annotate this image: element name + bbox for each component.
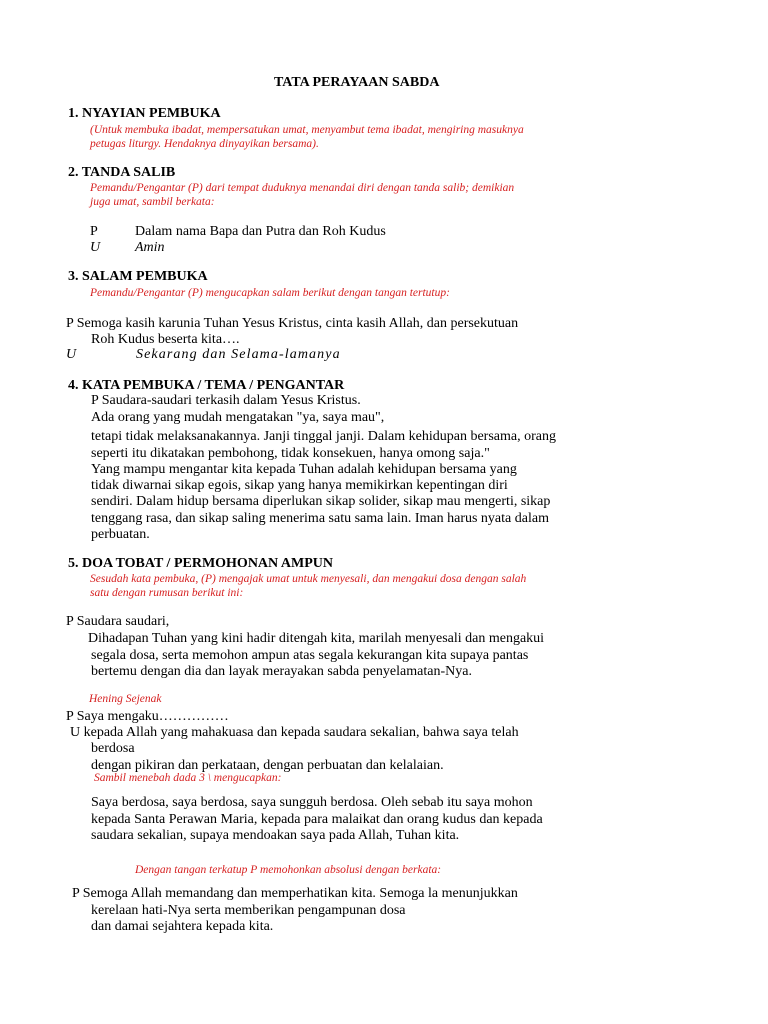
section-3-u-text: Sekarang dan Selama-lamanya <box>136 347 341 362</box>
section-3-p-line-2: Roh Kudus beserta kita…. <box>91 332 240 347</box>
section-3-note: Pemandu/Pengantar (P) mengucapkan salam berikut dengan tangan tertutup: <box>90 287 450 299</box>
section-4-line: seperti itu dikatakan pembohong, tidak konsekuen, hanya omong saja." <box>91 446 490 461</box>
section-5-p1-line: segala dosa, serta memohon ampun atas segala kekurangan kita supaya pantas <box>91 648 529 663</box>
section-5-note-line-1: Sesudah kata pembuka, (P) mengajak umat untuk menyesali, dan mengakui dosa dengan salah <box>90 573 527 585</box>
section-4-line: Yang mampu mengantar kita kepada Tuhan adalah kehidupan bersama yang <box>91 462 517 477</box>
section-1-note-line-1: (Untuk membuka ibadat, mempersatukan umat, menyambut tema ibadat, mengiring masuknya <box>90 124 524 136</box>
section-5-note-3: Sambil menebah dada 3 \ mengucapkan: <box>94 772 282 784</box>
section-5-note-line-2: satu dengan rumusan berikut ini: <box>90 587 244 599</box>
section-4-line: tenggang rasa, dan sikap saling menerima satu sama lain. Iman harus nyata dalam <box>91 511 549 526</box>
section-5-u-line: dengan pikiran dan perkataan, dengan perbuatan dan kelalaian. <box>91 758 444 773</box>
section-5-absolusi-line: P Semoga Allah memandang dan memperhatikan kita. Semoga la menunjukkan <box>72 886 518 901</box>
section-4-line: tidak diwarnai sikap egois, sikap yang hanya memikirkan kepentingan diri <box>91 478 508 493</box>
section-3-p-line-1: P Semoga kasih karunia Tuhan Yesus Kristus, cinta kasih Allah, dan persekutuan <box>66 316 519 331</box>
section-2-p-text: Dalam nama Bapa dan Putra dan Roh Kudus <box>135 224 386 239</box>
section-2-p-label: P <box>90 224 98 239</box>
section-4-line: P Saudara-saudari terkasih dalam Yesus Kristus. <box>91 393 361 408</box>
section-5-p1-line: Dihadapan Tuhan yang kini hadir ditengah kita, marilah menyesali dan mengakui <box>88 631 545 646</box>
section-5-u-line: berdosa <box>91 741 135 756</box>
section-2-u-text: Amin <box>135 240 165 255</box>
section-2-note-line-2: juga umat, sambil berkata: <box>90 196 215 208</box>
section-5-absolusi-line: kerelaan hati-Nya serta memberikan pengampunan dosa <box>91 903 406 918</box>
section-5-p1-line: bertemu dengan dia dan layak merayakan sabda penyelamatan-Nya. <box>91 664 472 679</box>
section-5-p1: P Saudara saudari, <box>66 614 170 629</box>
section-2-u-label: U <box>90 240 101 255</box>
section-5-berdosa-line: kepada Santa Perawan Maria, kepada para malaikat dan orang kudus dan kepada <box>91 812 543 827</box>
section-4-heading: 4. KATA PEMBUKA / TEMA / PENGANTAR <box>68 378 345 393</box>
section-1-note-line-2: petugas liturgy. Hendaknya dinyayikan bersama). <box>90 138 319 150</box>
section-4-line: perbuatan. <box>91 527 150 542</box>
section-5-berdosa-line: saudara sekalian, supaya mendoakan saya pada Allah, Tuhan kita. <box>91 828 460 843</box>
section-3-u-label: U <box>66 347 77 362</box>
section-5-hening: Hening Sejenak <box>89 693 162 705</box>
section-5-heading: 5. DOA TOBAT / PERMOHONAN AMPUN <box>68 556 333 571</box>
section-4-line: Ada orang yang mudah mengatakan "ya, saya mau", <box>91 410 385 425</box>
section-4-line: tetapi tidak melaksanakannya. Janji tinggal janji. Dalam kehidupan bersama, orang <box>91 429 556 444</box>
section-2-heading: 2. TANDA SALIB <box>68 165 176 180</box>
section-4-line: sendiri. Dalam hidup bersama diperlukan sikap solider, sikap mau mengerti, sikap <box>91 494 551 509</box>
section-5-absolusi-line: dan damai sejahtera kepada kita. <box>91 919 274 934</box>
page-title: TATA PERAYAAN SABDA <box>274 75 440 90</box>
section-3-heading: 3. SALAM PEMBUKA <box>68 269 208 284</box>
section-5-note-4: Dengan tangan terkatup P memohonkan absolusi dengan berkata: <box>135 864 442 876</box>
section-5-p2: P Saya mengaku…………… <box>66 709 229 724</box>
section-5-berdosa-line: Saya berdosa, saya berdosa, saya sungguh berdosa. Oleh sebab itu saya mohon <box>91 795 533 810</box>
section-2-note-line-1: Pemandu/Pengantar (P) dari tempat duduknya menandai diri dengan tanda salib; demikian <box>90 182 515 194</box>
section-1-heading: 1. NYAYIAN PEMBUKA <box>68 106 221 121</box>
section-5-u-line: U kepada Allah yang mahakuasa dan kepada saudara sekalian, bahwa saya telah <box>70 725 519 740</box>
